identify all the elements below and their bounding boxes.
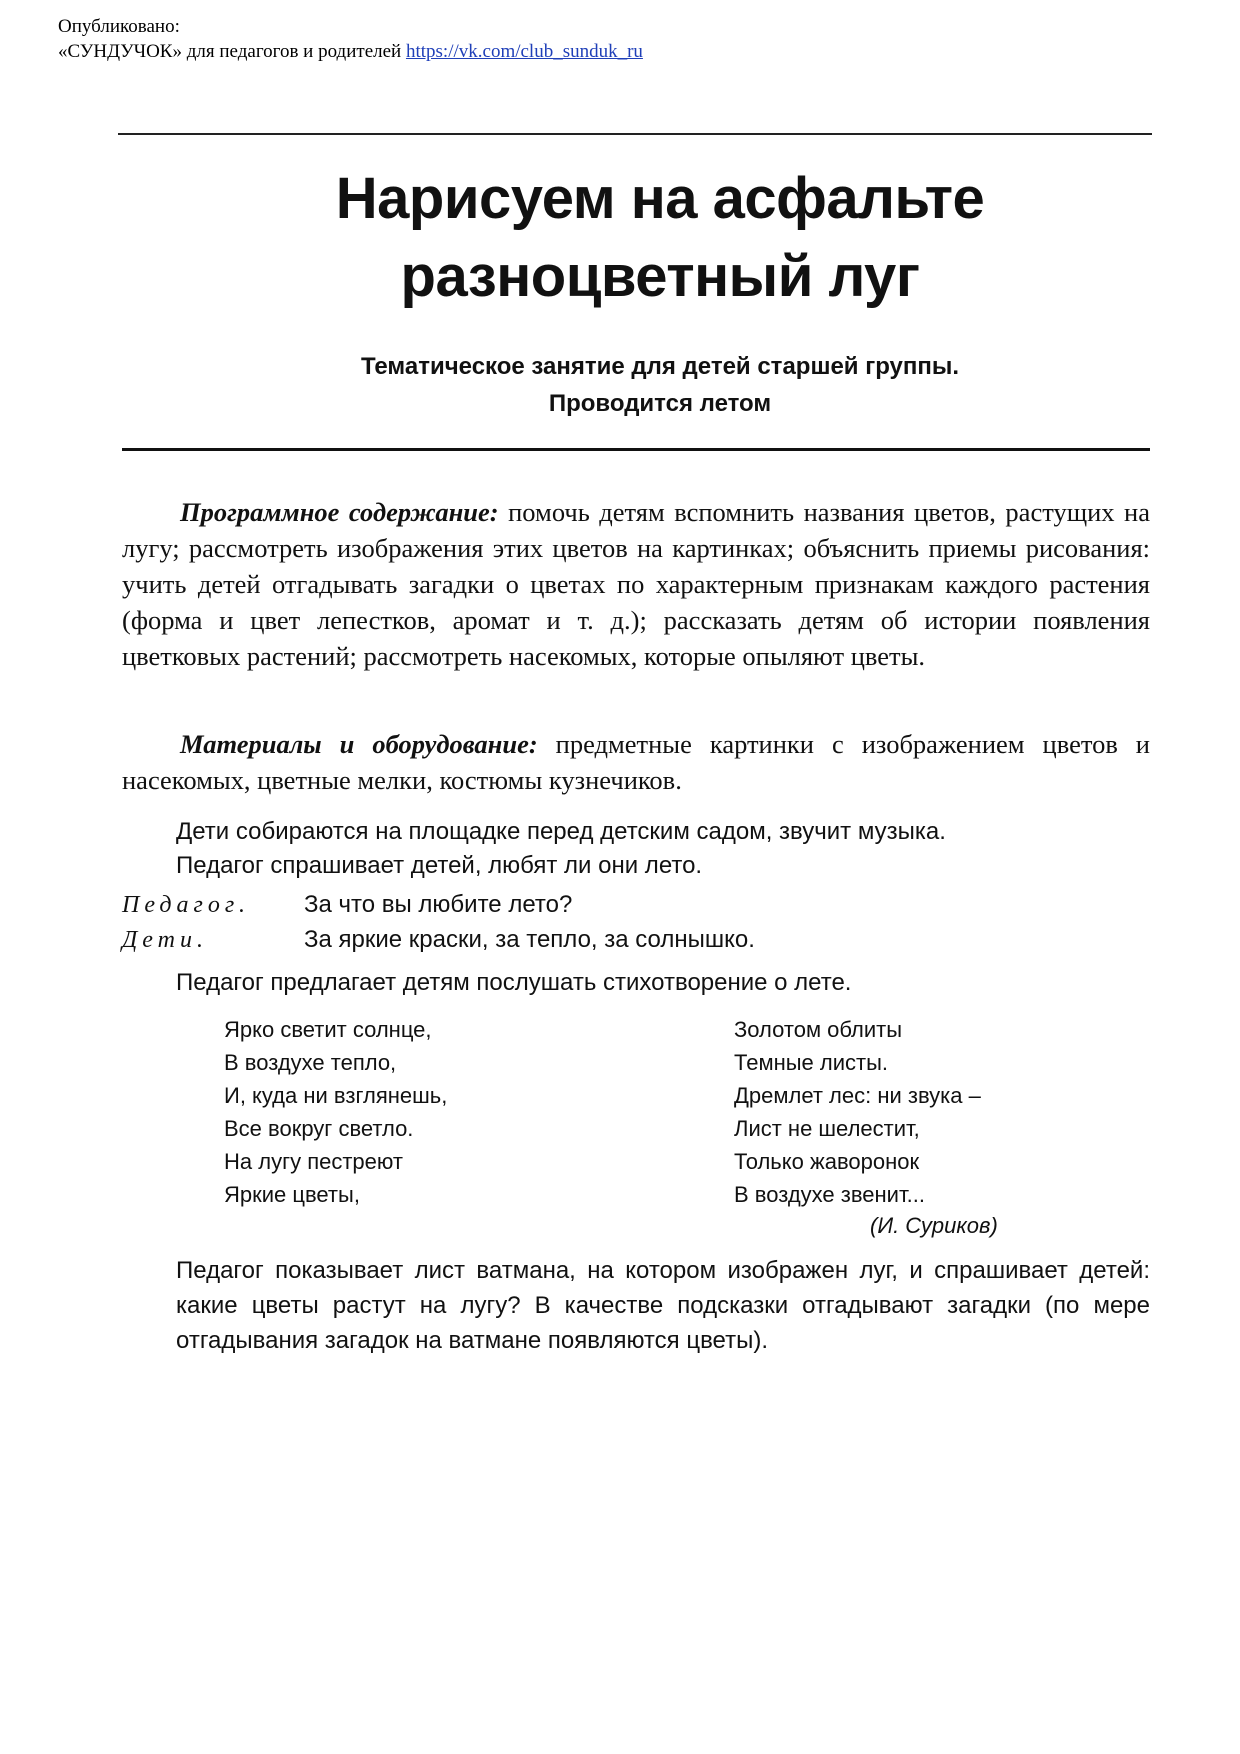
section-divider bbox=[122, 448, 1150, 451]
top-divider bbox=[118, 133, 1152, 135]
poem-line: Только жаворонок bbox=[734, 1149, 920, 1174]
dialogue-text: За яркие краски, за тепло, за солнышко. bbox=[304, 926, 755, 953]
dialogue-speaker: Дети. bbox=[122, 927, 208, 953]
poem-line: Ярко светит солнце, bbox=[224, 1017, 432, 1042]
publication-header bbox=[58, 14, 643, 64]
subtitle-line-2: Проводится летом bbox=[548, 390, 772, 417]
materials-paragraph bbox=[122, 726, 1150, 798]
poem-line: Темные листы. bbox=[734, 1050, 888, 1075]
poem-column-right bbox=[734, 1013, 981, 1211]
dialogue-text: За что вы любите лето? bbox=[304, 891, 573, 918]
published-label: Опубликовано: bbox=[58, 16, 180, 37]
poem-column-left bbox=[224, 1013, 447, 1211]
article-subtitle bbox=[170, 348, 1150, 422]
publisher-link[interactable]: https://vk.com/club_sunduk_ru bbox=[405, 41, 643, 62]
article-title bbox=[170, 160, 1150, 316]
narration-2: Педагог спрашивает детей, любят ли они лето. bbox=[176, 852, 703, 879]
publisher-name: «СУНДУЧОК» для педагогов и родителей bbox=[58, 41, 402, 62]
subtitle-line-1: Тематическое занятие для детей старшей группы. bbox=[360, 353, 960, 380]
program-label: Программное содержание: bbox=[180, 497, 499, 527]
final-paragraph: Педагог показывает лист ватмана, на котором изображен луг, и спрашивает детей: какие цветы растут на лугу? В качестве подсказки отгадывают загадки (по мере отгадывания загадок на ватмане появляются цветы). bbox=[176, 1257, 1150, 1354]
program-text: помочь детям вспомнить названия цветов, растущих на лугу; рассмотреть изображения этих цветов на картинках; объяснить приемы рисования: учить детей отгадывать загадки о цветах по характерным признакам каждого растения (форма и цвет лепестков, аромат и т. д.); рассказать детям об истории появления цветковых растений; рассмотреть насекомых, которые опыляют цветы. bbox=[122, 497, 1150, 671]
poem-line: Все вокруг светло. bbox=[224, 1116, 414, 1141]
poem-line: В воздухе звенит... bbox=[734, 1182, 925, 1207]
poem-line: Лист не шелестит, bbox=[734, 1116, 920, 1141]
materials-label: Материалы и оборудование: bbox=[180, 729, 538, 759]
poem-author: (И. Суриков) bbox=[870, 1213, 998, 1238]
poem-line: На лугу пестреют bbox=[224, 1149, 403, 1174]
poem-line: Яркие цветы, bbox=[224, 1182, 360, 1207]
poem-line: И, куда ни взглянешь, bbox=[224, 1083, 448, 1108]
title-line-2: разноцветный луг bbox=[400, 244, 920, 309]
dialogue-speaker: Педагог. bbox=[122, 892, 250, 918]
narration-1: Дети собираются на площадке перед детским садом, звучит музыка. bbox=[176, 818, 946, 845]
poem-line: Золотом облиты bbox=[734, 1017, 903, 1042]
publisher-line bbox=[58, 39, 643, 64]
poem-line: В воздухе тепло, bbox=[224, 1050, 397, 1075]
dialogue-line bbox=[122, 888, 572, 922]
poem-line: Дремлет лес: ни звука – bbox=[734, 1083, 981, 1108]
title-line-1: Нарисуем на асфальте bbox=[335, 166, 985, 231]
narration-3: Педагог предлагает детям послушать стихотворение о лете. bbox=[176, 969, 852, 996]
program-content-paragraph bbox=[122, 494, 1150, 674]
materials-text: предметные картинки с изображением цветов и насекомых, цветные мелки, костюмы кузнечиков. bbox=[122, 729, 1150, 795]
dialogue-line bbox=[122, 923, 755, 957]
